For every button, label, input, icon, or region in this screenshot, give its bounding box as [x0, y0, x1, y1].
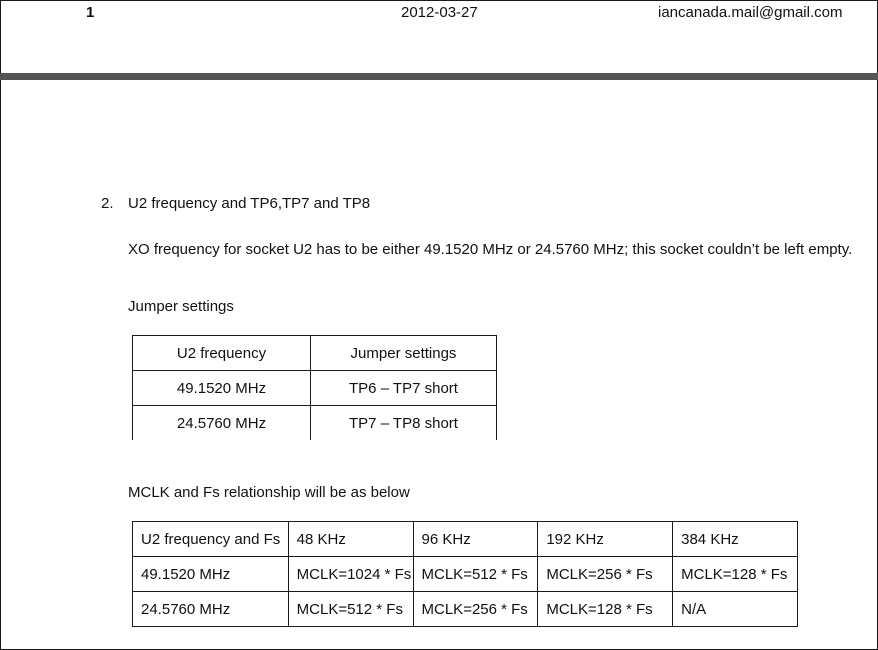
table-cell: 24.5760 MHz: [133, 406, 311, 441]
table-cell: MCLK=512 * Fs: [413, 557, 538, 592]
table-header-cell: 48 KHz: [288, 522, 413, 557]
section-title: U2 frequency and TP6,TP7 and TP8: [128, 195, 371, 212]
table-cell: MCLK=128 * Fs: [673, 557, 798, 592]
table-row: [133, 592, 798, 627]
header-divider: [0, 73, 878, 80]
jumper-settings-table: [132, 335, 497, 440]
table-header-row: [133, 522, 798, 557]
table-row: [133, 371, 497, 406]
table-header-cell: 384 KHz: [673, 522, 798, 557]
table-header-cell: 96 KHz: [413, 522, 538, 557]
table-cell: N/A: [673, 592, 798, 627]
table-cell: MCLK=512 * Fs: [288, 592, 413, 627]
table-header-cell: U2 frequency: [133, 336, 311, 371]
table-header-cell: 192 KHz: [538, 522, 673, 557]
section-number: 2.: [101, 195, 114, 212]
header-date: 2012-03-27: [401, 4, 478, 21]
table-cell: MCLK=128 * Fs: [538, 592, 673, 627]
page-number: 1: [86, 4, 95, 21]
table-cell: MCLK=256 * Fs: [538, 557, 673, 592]
table-row: [133, 406, 497, 441]
table-cell: 24.5760 MHz: [133, 592, 289, 627]
xo-frequency-paragraph: XO frequency for socket U2 has to be either 49.1520 MHz or 24.5760 MHz; this socket couldn’t be left empty.: [128, 241, 853, 258]
table-row: [133, 557, 798, 592]
table-cell: MCLK=256 * Fs: [413, 592, 538, 627]
table-cell: 49.1520 MHz: [133, 371, 311, 406]
table-header-cell: U2 frequency and Fs: [133, 522, 289, 557]
table-header-row: [133, 336, 497, 371]
table-header-cell: Jumper settings: [311, 336, 497, 371]
mclk-fs-table: [132, 521, 798, 627]
header-email: iancanada.mail@gmail.com: [658, 4, 843, 21]
table-cell: TP6 – TP7 short: [311, 371, 497, 406]
table-cell: TP7 – TP8 short: [311, 406, 497, 441]
jumper-settings-label: Jumper settings: [128, 298, 234, 315]
table-cell: MCLK=1024 * Fs: [288, 557, 413, 592]
mclk-relationship-label: MCLK and Fs relationship will be as below: [128, 484, 410, 501]
table-cell: 49.1520 MHz: [133, 557, 289, 592]
